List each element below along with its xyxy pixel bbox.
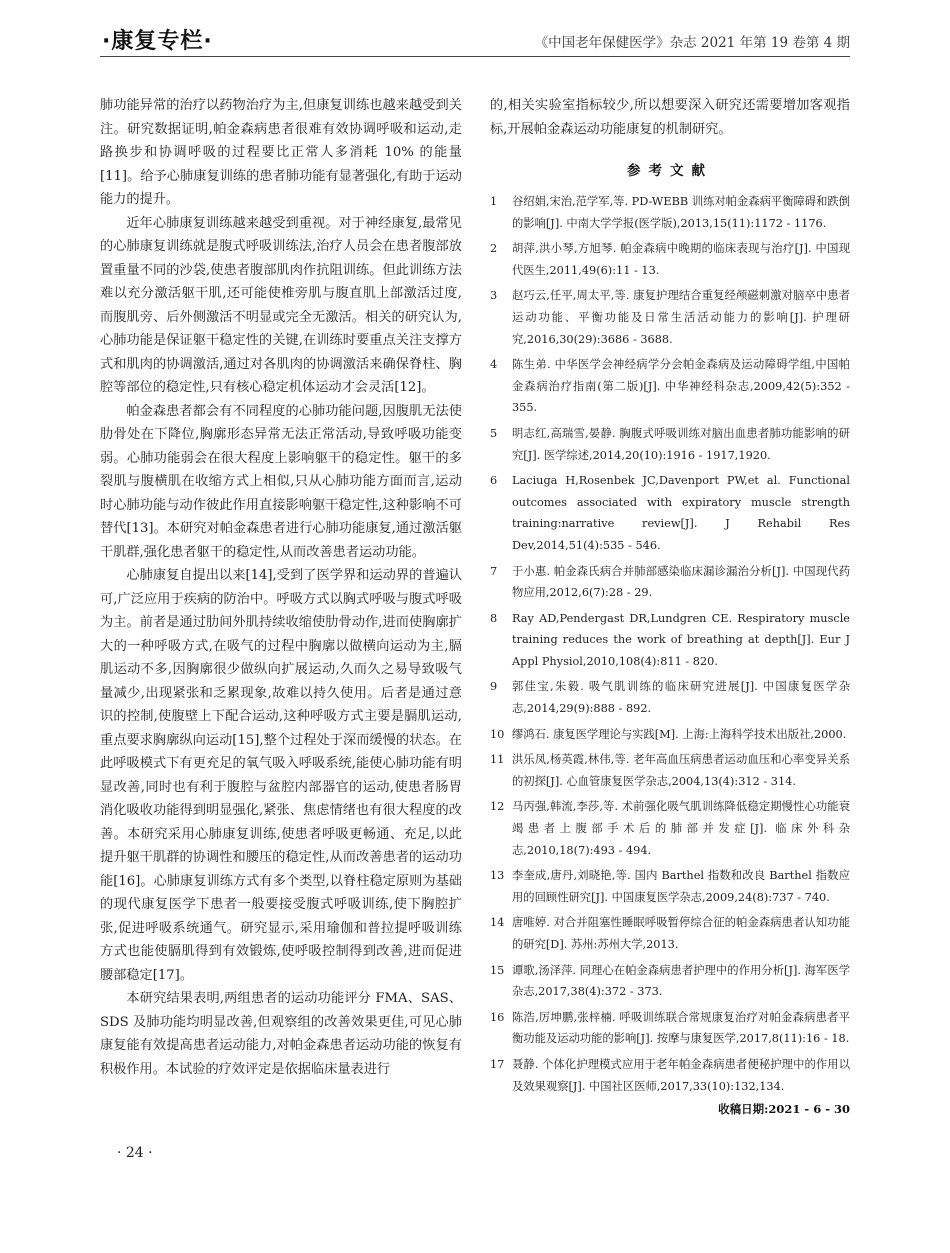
reference-item [490,470,850,556]
body-paragraph: 近年心肺康复训练越来越受到重视。对于神经康复,最常见的心肺康复训练就是腹式呼吸训练法,治疗人员会在患者腹部放置重量不同的沙袋,使患者腹部肌肉作抗阻训练。但此训练方法难以充分激活躯干肌,还可能使椎旁肌与腹直肌上部激活过度,而腹肌旁、后外侧激活不明显或完全无激活。相关的研究认为,心肺功能是保证躯干稳定性的关键,在训练时要重点关注支撑方式和肌肉的协调激活,通过对各肌肉的协调激活来确保脊柱、胸腔等部位的稳定性,只有核心稳定机体运动才会灵活[12]。 [100,215,462,395]
references-title: 参考文献 [627,163,713,179]
reference-text: Ray AD,Pendergast DR,Lundgren CE. Respiratory muscle training reduces the work of breathing at depth[J]. Eur J Appl Physiol,2010,108(4):811 - 820. [512,611,850,668]
left-column [100,94,462,1081]
reference-text: 谷绍娟,宋治,范学军,等. PD-WEBB 训练对帕金森病平衡障碍和跌倒的影响[J]. 中南大学学报(医学版),2013,15(11):1172 - 1176. [512,195,850,230]
reference-text: 陈浩,厉坤鹏,张梓楠. 呼吸训练联合常规康复治疗对帕金森病患者平衡功能及运动功能的影响[J]. 按摩与康复医学,2017,8(11):16 - 18. [512,1010,850,1046]
reference-number: 16 [490,1010,505,1024]
reference-item [490,912,850,955]
reference-number: 17 [490,1057,505,1071]
reference-item [490,960,850,1003]
received-date: 收稿日期:2021 - 6 - 30 [718,1102,850,1117]
reference-number: 4 [490,358,498,372]
body-paragraph: 肺功能异常的治疗以药物治疗为主,但康复训练也越来越受到关注。研究数据证明,帕金森病患者很难有效协调呼吸和运动,走路换步和协调呼吸的过程要比正常人多消耗 10% 的能量[11]。给予心肺康复训练的患者肺功能有显著强化,有助于运动能力的提升。 [100,98,462,207]
body-paragraph: 的,相关实验室指标较少,所以想要深入研究还需要增加客观指标,开展帕金森运动功能康复的机制研究。 [490,98,850,137]
reference-item [490,724,850,746]
reference-number: 13 [490,869,505,883]
reference-item [490,1054,850,1097]
page-header [0,0,950,60]
reference-item [490,285,850,350]
reference-number: 6 [490,474,498,488]
reference-text: Laciuga H,Rosenbek JC,Davenport PW,et al. Functional outcomes associated with expiratory muscle strength training:narrative review[J]. J Rehabil Res Dev,2014,51(4):535 - 546. [512,474,850,552]
reference-number: 2 [490,242,498,256]
header-rule [100,56,850,57]
body-paragraph: 本研究结果表明,两组患者的运动功能评分 FMA、SAS、SDS 及肺功能均明显改善,但观察组的改善效果更佳,可见心肺康复能有效提高患者运动能力,对帕金森患者运动功能的恢复有积极作用。本试验的疗效评定是依据临床量表进行 [100,991,462,1077]
reference-number: 3 [490,289,498,303]
reference-text: 明志红,高瑞雪,晏静. 胸腹式呼吸训练对脑出血患者肺功能影响的研究[J]. 医学综述,2014,20(10):1916 - 1917,1920. [512,426,850,462]
body-paragraph: 帕金森患者都会有不同程度的心肺功能问题,因腹肌无法使肋骨处在下降位,胸廓形态异常无法正常活动,导致呼吸功能变弱。心肺功能弱会在很大程度上影响躯干的稳定性。躯干的多裂肌与腹横肌在收缩方式上相似,只从心肺功能方面而言,运动时心肺功能与动作彼此作用直接影响躯干稳定性,这种影响不可替代[13]。本研究对帕金森患者进行心肺功能康复,通过激活躯干肌群,强化患者躯干的稳定性,从而改善患者运动功能。 [100,403,462,560]
reference-item [490,191,850,234]
reference-item [490,1007,850,1050]
reference-number: 1 [490,195,498,208]
reference-text: 郭佳宝,朱毅. 吸气肌训练的临床研究进展[J]. 中国康复医学杂志,2014,29(9):888 - 892. [512,680,850,716]
reference-text: 马丙强,韩流,李莎,等. 术前强化吸气肌训练降低稳定期慢性心功能衰竭患者上腹部手术后的肺部并发症[J]. 临床外科杂志,2010,18(7):493 - 494. [512,800,850,857]
reference-item [490,354,850,419]
right-column [490,94,850,1117]
reference-list [490,191,850,1097]
reference-number: 8 [490,611,498,625]
reference-item [490,749,850,792]
reference-number: 15 [490,963,505,977]
reference-text: 李奎成,唐丹,刘晓艳,等. 国内 Barthel 指数和改良 Barthel 指数应用的回顾性研究[J]. 中国康复医学杂志,2009,24(8):737 - 740. [512,869,850,904]
reference-text: 陈生弟. 中华医学会神经病学分会帕金森病及运动障碍学组,中国帕金森病治疗指南(第二版)[J]. 中华神经科杂志,2009,42(5):352 - 355. [512,358,850,415]
reference-text: 于小惠. 帕金森氏病合并肺部感染临床漏诊漏治分析[J]. 中国现代药物应用,2012,6(7):28 - 29. [512,564,850,600]
reference-text: 缪鸿石. 康复医学理论与实践[M]. 上海:上海科学技术出版社,2000. [512,727,847,741]
reference-item [490,865,850,908]
reference-text: 胡萍,洪小琴,方旭琴. 帕金森病中晚期的临床表现与治疗[J]. 中国现代医生,2011,49(6):11 - 13. [512,242,850,277]
section-tag: ·康复专栏· [102,29,213,54]
reference-text: 洪乐凤,杨英霞,林伟,等. 老年高血压病患者运动血压和心率变异关系的初探[J]. 心血管康复医学杂志,2004,13(4):312 - 314. [512,753,850,788]
reference-text: 赵巧云,任平,周太平,等. 康复护理结合重复经颅磁刺激对脑卒中患者运动功能、平衡功能及日常生活活动能力的影响[J]. 护理研究,2016,30(29):3686 - 3688. [512,289,850,346]
reference-item [490,238,850,281]
reference-item [490,561,850,604]
reference-number: 10 [490,727,505,741]
reference-number: 12 [490,800,505,814]
body-paragraph: 心肺康复自提出以来[14],受到了医学界和运动界的普遍认可,广泛应用于疾病的防治中。呼吸方式以胸式呼吸与腹式呼吸为主。前者是通过肋间外肌持续收缩使肋骨动作,进而使胸廓扩大的一种呼吸方式,在吸气的过程中胸廓以做横向运动为主,膈肌运动不多,因胸廓很少做纵向扩展运动,久而久之易导致吸气量减少,出现紧张和乏累现象,故难以持久使用。后者是通过意识的控制,使腹壁上下配合运动,这种呼吸方式主要是膈肌运动,重点要求胸廓纵向运动[15],整个过程处于深而缓慢的状态。在此呼吸模式下有更充足的氧气吸入呼吸系统,能使心肺功能有明显改善,同时也有利于腹腔与盆腔内部器官的运动,使患者肠胃消化吸收功能得到明显强化,紧张、焦虑情绪也有很大程度的改善。本研究采用心肺康复训练,使患者呼吸更畅通、充足,以此提升躯干肌群的协调性和腰压的稳定性,从而改善患者的运动功能[16]。心肺康复训练方式有多个类型,以脊柱稳定原则为基础的现代康复医学下患者一般要接受腹式呼吸训练,使下胸腔扩张,促进呼吸系统通气。研究显示,采用瑜伽和普拉提呼吸训练方式也能使膈肌得到有效锻炼,使呼吸控制得到改善,进而促进腰部稳定[17]。 [100,568,462,983]
reference-text: 聂静. 个体化护理模式应用于老年帕金森病患者便秘护理中的作用以及效果观察[J]. 中国社区医师,2017,33(10):132,134. [512,1057,850,1093]
reference-item [490,608,850,673]
reference-item [490,676,850,719]
reference-number: 5 [490,426,498,440]
reference-text: 唐唯婷. 对合并阻塞性睡眠呼吸暂停综合征的帕金森病患者认知功能的研究[D]. 苏州:苏州大学,2013. [512,916,850,951]
reference-number: 7 [490,564,498,578]
reference-number: 14 [490,916,505,930]
reference-item [490,423,850,466]
reference-item [490,796,850,861]
reference-text: 谭歌,汤泽萍. 同理心在帕金森病患者护理中的作用分析[J]. 海军医学杂志,2017,38(4):372 - 373. [512,963,850,999]
page-number: · 24 · [117,1145,153,1161]
reference-number: 9 [490,680,498,694]
reference-number: 11 [490,753,505,767]
journal-info: 《中国老年保健医学》杂志 2021 年第 19 卷第 4 期 [534,35,850,51]
